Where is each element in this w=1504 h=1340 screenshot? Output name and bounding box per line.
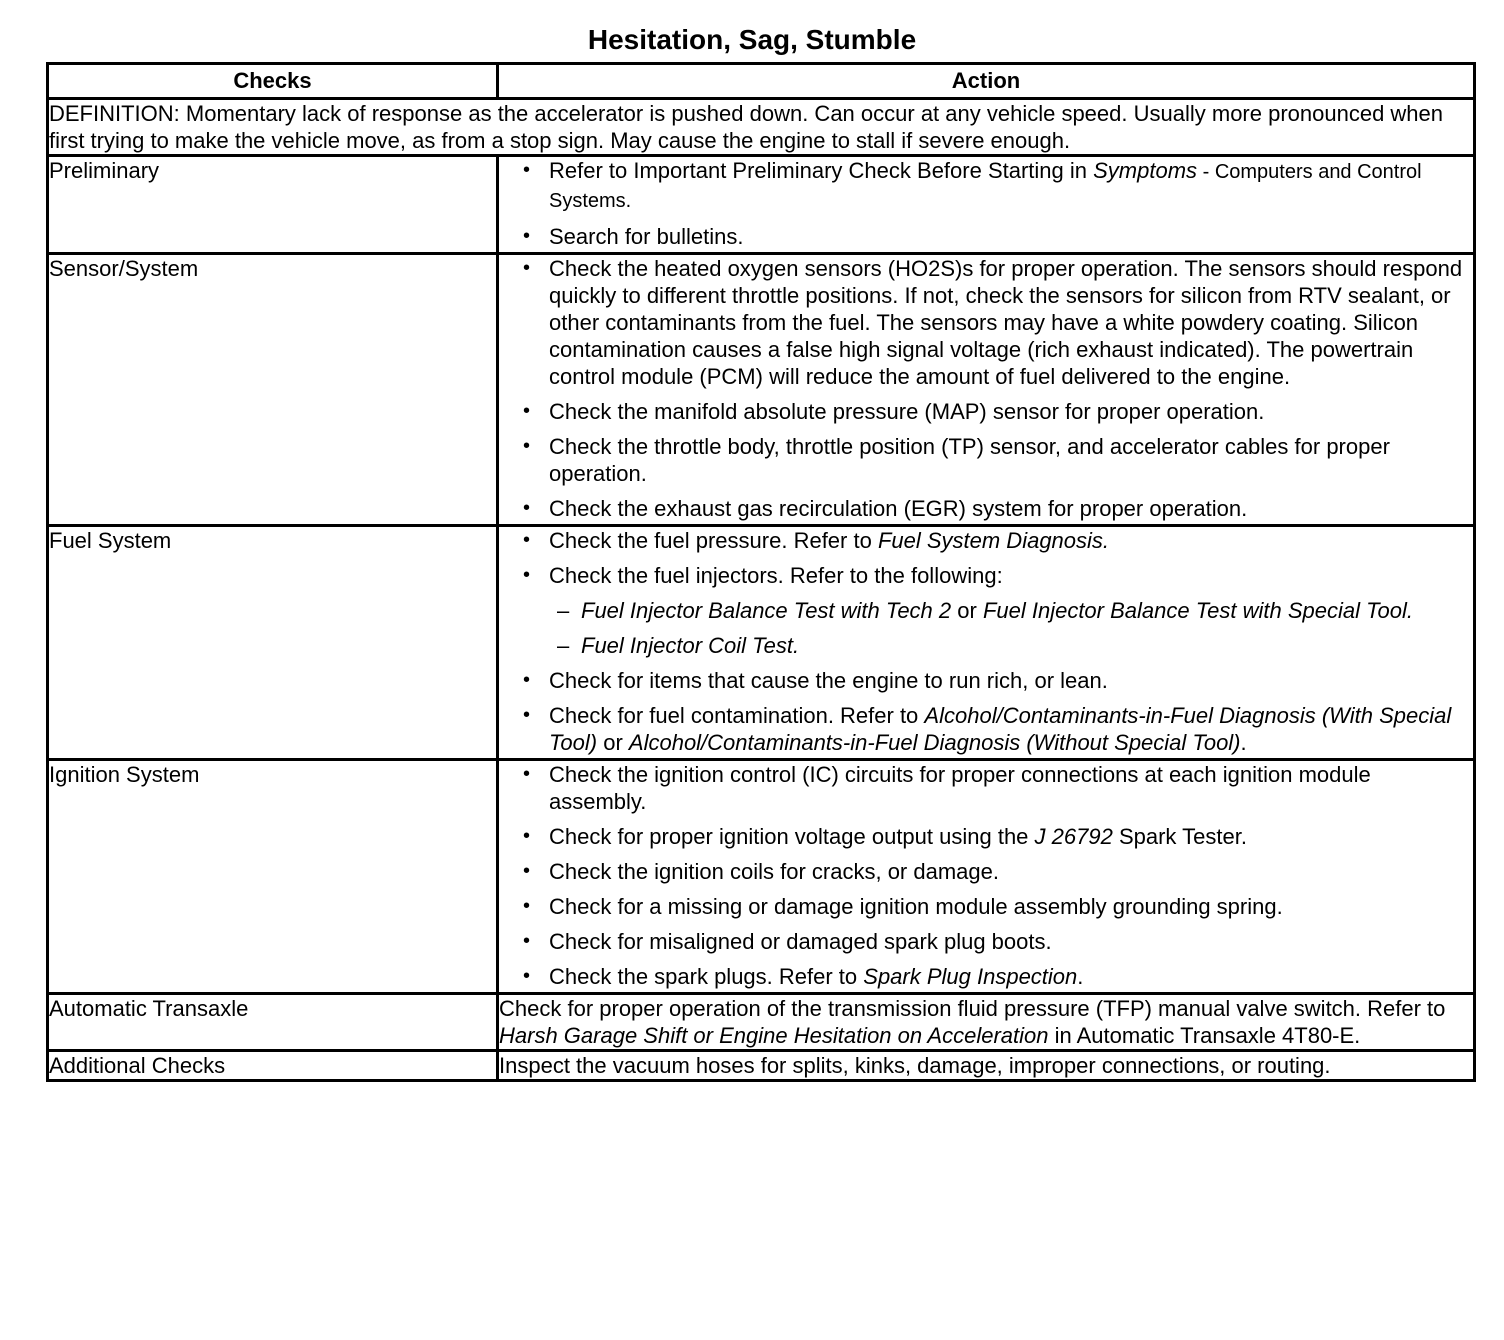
sub-list-item [549,632,1473,659]
bullet-icon: • [523,564,531,586]
bullet-icon: • [523,257,531,279]
list-item: • Check the exhaust gas recirculation (EGR) system for proper operation. [523,496,1248,521]
definition-row [48,99,1475,156]
check-label-ignition-system: Ignition System [48,760,498,994]
bullet-icon: • [523,225,531,247]
definition-text: DEFINITION: Momentary lack of response as the accelerator is pushed down. Can occur at any vehicle speed. Usually more pronounced when first trying to make the vehicle move, as from a stop sign. May cause the engine to stall if severe enough. [48,99,1475,156]
reference-link: Fuel System Diagnosis. [877,528,1110,553]
list-item: • Check the fuel pressure. Refer to Fuel System Diagnosis. [523,528,1110,553]
action-cell-preliminary [498,156,1475,254]
reference-link: Fuel Injector Balance Test with Tech 2 [581,598,952,623]
check-label-preliminary: Preliminary [48,156,498,254]
bullet-icon: • [523,435,531,457]
check-label-fuel-system: Fuel System [48,526,498,760]
list-item: • Check for fuel contamination. Refer to Alcohol/Contaminants-in-Fuel Diagnosis (With Special Tool) or Alcohol/Contaminants-in-Fuel Diagnosis (Without Special Tool). [523,703,1452,755]
list-item: • Search for bulletins. [523,224,744,249]
list-item: • Check for items that cause the engine to run rich, or lean. [523,668,1108,693]
bullet-icon: • [523,930,531,952]
bullet-icon: • [523,669,531,691]
list-item: • Check for misaligned or damaged spark plug boots. [523,929,1052,954]
table-row-preliminary [48,156,1475,254]
table-row-automatic-transaxle [48,994,1475,1051]
reference-link: Symptoms [1093,158,1198,183]
table-header-row [48,64,1475,99]
table-row-fuel-system [48,526,1475,760]
table-row-ignition-system [48,760,1475,994]
table-row-additional-checks [48,1051,1475,1081]
reference-link: Alcohol/Contaminants-in-Fuel Diagnosis (With Special Tool) [549,703,1452,755]
check-label-sensor-system: Sensor/System [48,254,498,526]
diagnostic-table [46,62,1476,1082]
bullet-icon: • [523,860,531,882]
column-header-checks: Checks [48,64,498,99]
sub-list-item: – Fuel Injector Balance Test with Tech 2 or Fuel Injector Balance Test with Special Tool. [557,598,1413,623]
tool-number: J 26792 [1034,824,1113,849]
bullet-icon: • [523,895,531,917]
bullet-icon: • [523,497,531,519]
list-item: • Check the heated oxygen sensors (HO2S)s for proper operation. The sensors should respond quickly to different throttle positions. If not, check the sensors for silicon from RTV sealant, or other contaminants from the fuel. The sensors may have a white powdery coating. Silicon contamination causes a false high signal voltage (rich exhaust indicated). The powertrain control module (PCM) will reduce the amount of fuel delivered to the engine. [523,256,1463,389]
list-item: • Check the fuel injectors. Refer to the following: – Fuel Injector Balance Test with Tech 2 or Fuel Injector Balance Test with Special Tool. – Fuel Injector Coil Test. [499,562,1473,659]
reference-link: Fuel Injector Balance Test with Special Tool. [982,598,1413,623]
table-row-sensor-system [48,254,1475,526]
list-item: • Check the throttle body, throttle position (TP) sensor, and accelerator cables for proper operation. [523,434,1390,486]
list-item: • Check for a missing or damage ignition module assembly grounding spring. [523,894,1283,919]
bullet-icon: • [523,704,531,726]
list-item: • Check the ignition control (IC) circuits for proper connections at each ignition module assembly. [523,762,1371,814]
bullet-icon: • [523,763,531,785]
column-header-action: Action [498,64,1475,99]
bullet-icon: • [523,529,531,551]
dash-icon: – [557,598,570,623]
list-item: • Check the spark plugs. Refer to Spark Plug Inspection. [523,964,1084,989]
list-item: • Check the manifold absolute pressure (MAP) sensor for proper operation. [523,399,1265,424]
list-item: • Check the ignition coils for cracks, or damage. [523,859,999,884]
action-cell-fuel-system [498,526,1475,760]
action-cell-additional-checks: Inspect the vacuum hoses for splits, kinks, damage, improper connections, or routing. [498,1051,1475,1081]
check-label-automatic-transaxle: Automatic Transaxle [48,994,498,1051]
document-title: Hesitation, Sag, Stumble [587,24,917,55]
bullet-icon: • [523,400,531,422]
reference-link: Alcohol/Contaminants-in-Fuel Diagnosis (Without Special Tool) [628,730,1241,755]
action-cell-ignition-system [498,760,1475,994]
action-cell-sensor-system [498,254,1475,526]
action-cell-automatic-transaxle: Check for proper operation of the transmission fluid pressure (TFP) manual valve switch. Refer to Harsh Garage Shift or Engine Hesitation on Acceleration in Automatic Transaxle 4T80-E. [498,994,1475,1051]
reference-link: Fuel Injector Coil Test. [581,633,800,658]
bullet-icon: • [523,159,531,181]
bullet-icon: • [523,825,531,847]
list-item: • Check for proper ignition voltage output using the J 26792 Spark Tester. [523,824,1247,849]
reference-link: Harsh Garage Shift or Engine Hesitation on Acceleration [499,1023,1049,1048]
check-label-additional-checks: Additional Checks [48,1051,498,1081]
dash-icon: – [557,633,570,658]
list-item: • Refer to Important Preliminary Check Before Starting in Symptoms - Computers and Control Systems. [523,158,1422,212]
bullet-icon: • [523,965,531,987]
reference-link: Spark Plug Inspection [863,964,1078,989]
